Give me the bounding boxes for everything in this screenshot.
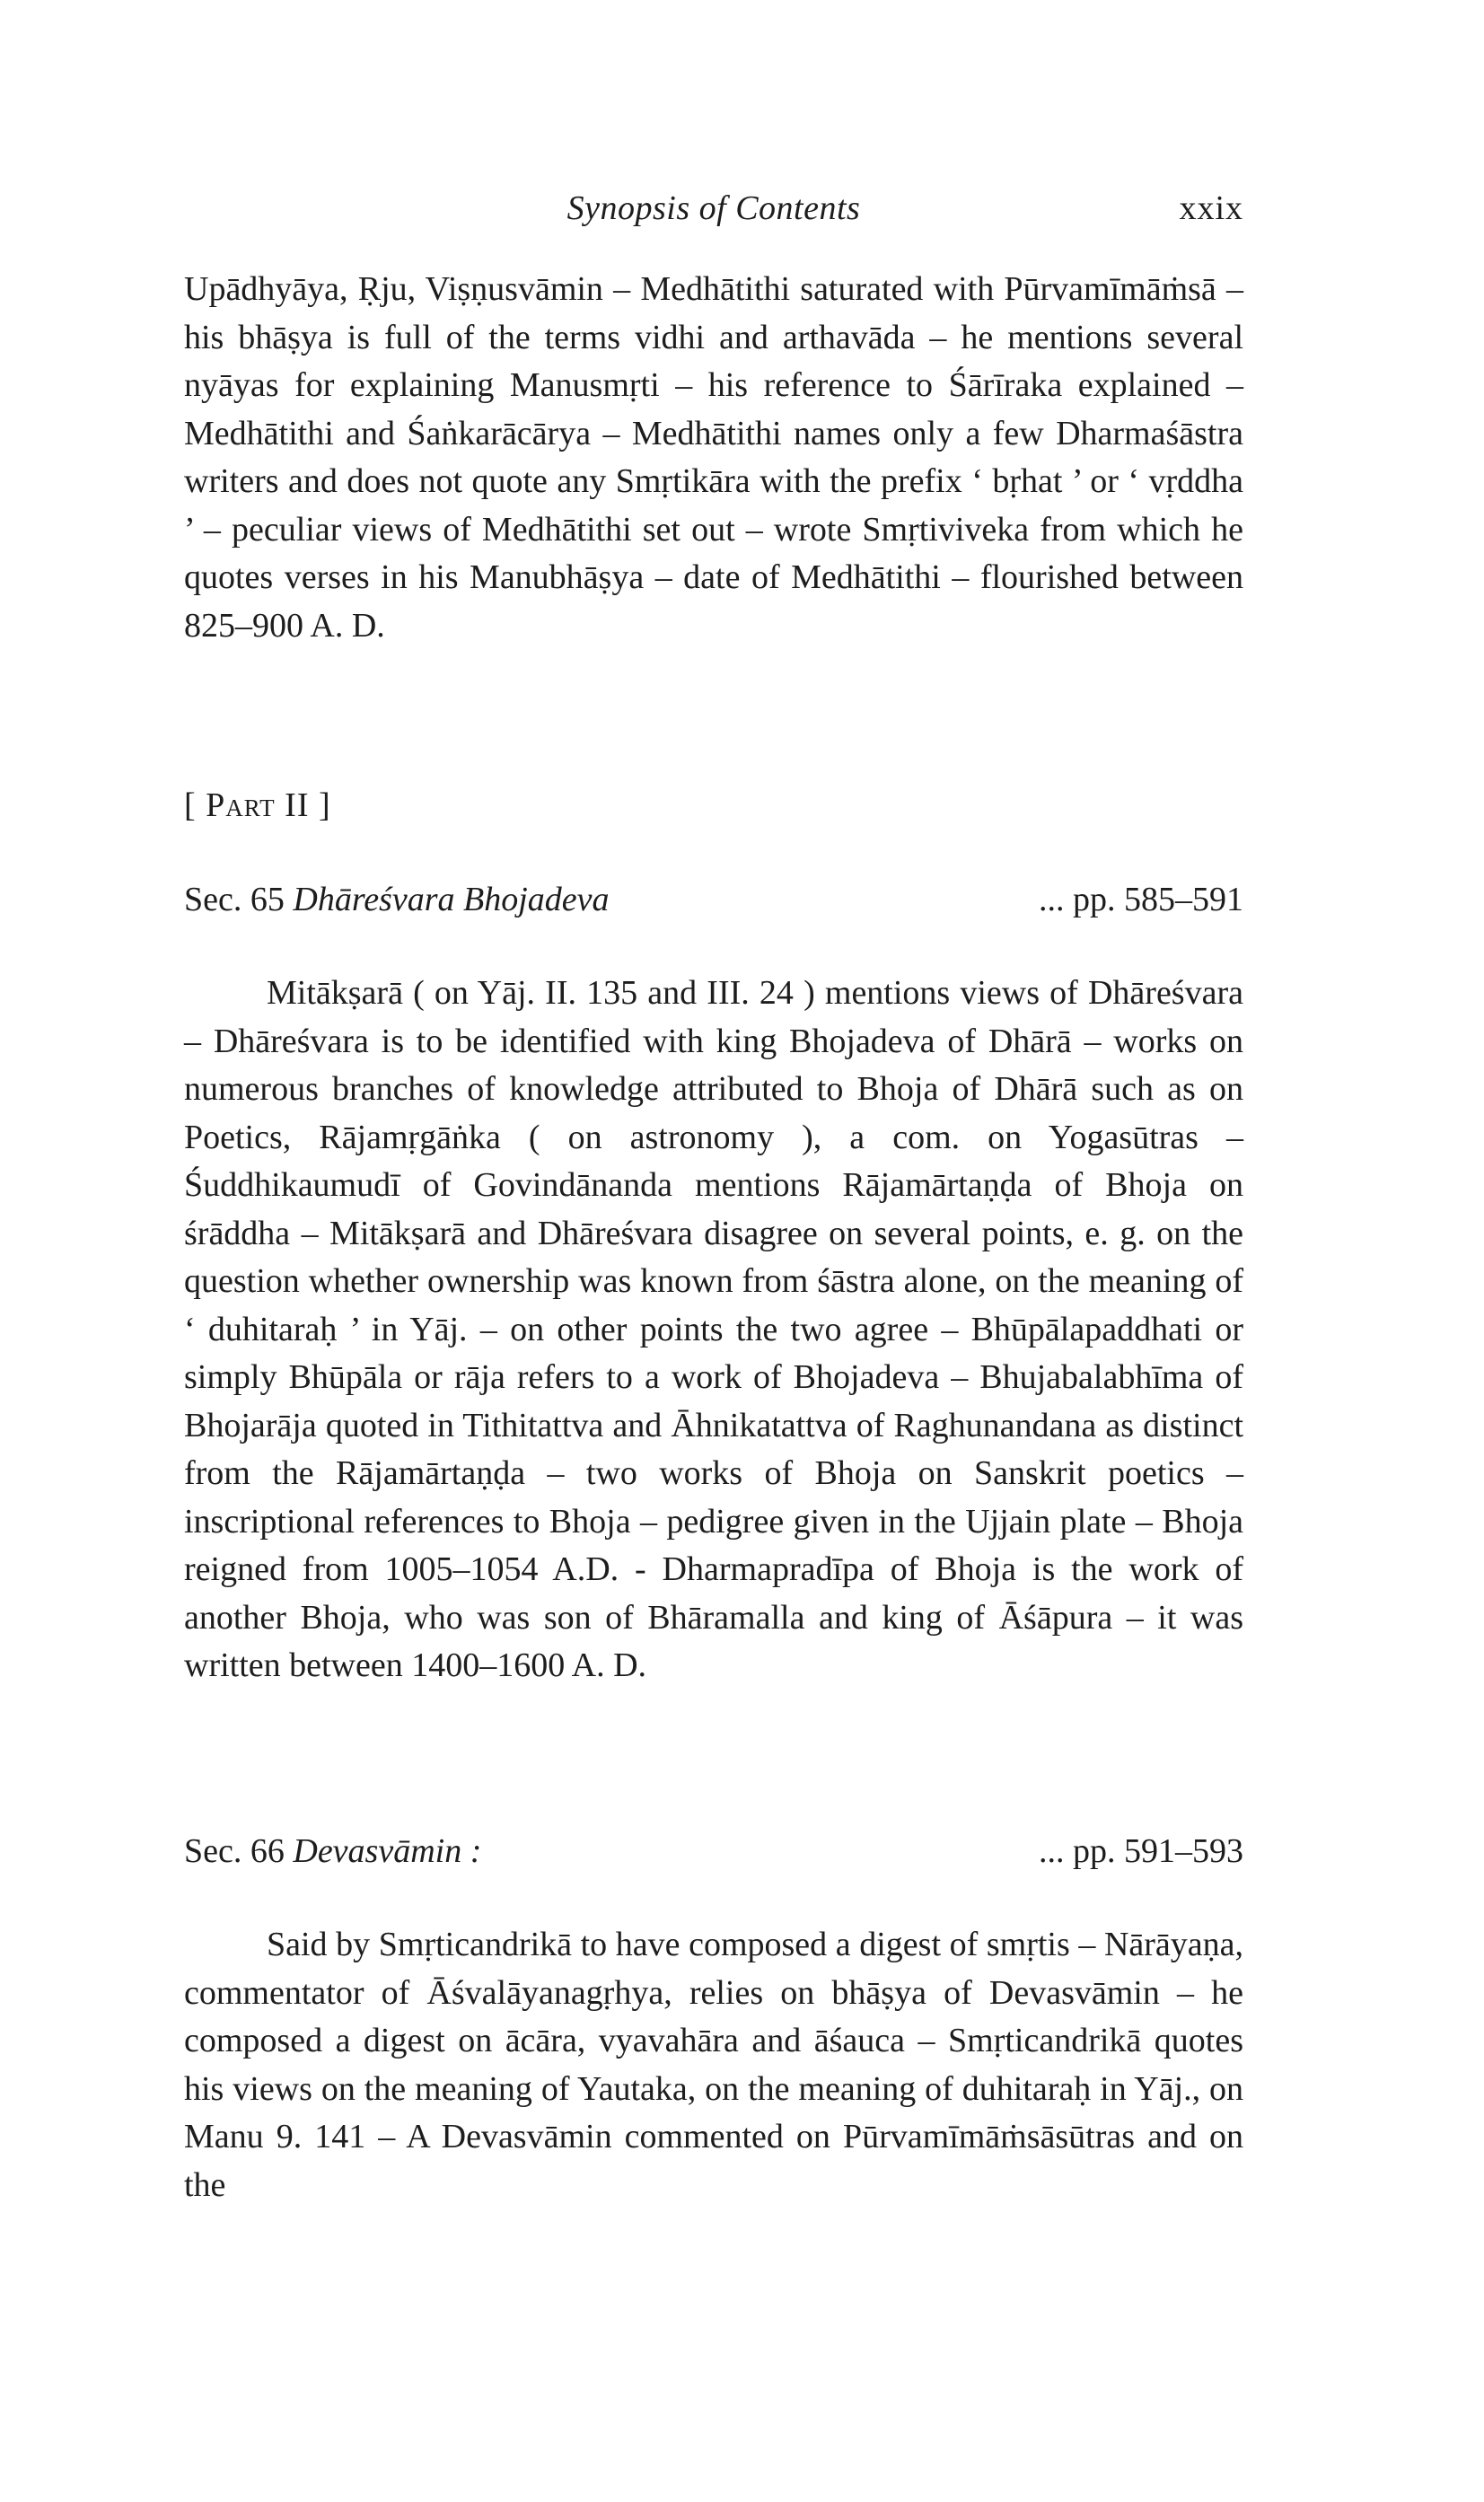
running-header	[184, 189, 1243, 233]
section-65-title: Dhāreśvara Bhojadeva	[293, 881, 610, 918]
section-66-title: Devasvāmin :	[293, 1832, 482, 1870]
section-66-heading	[184, 1831, 1243, 1882]
section-65-heading	[184, 880, 1243, 930]
section-66-number: Sec. 66	[184, 1832, 285, 1870]
section-65-label	[184, 880, 610, 919]
section-65-number: Sec. 65	[184, 881, 285, 918]
running-header-title: Synopsis of Contents	[566, 189, 861, 227]
medhatithi-summary-paragraph: Upādhyāya, Ṛju, Viṣṇusvāmin – Medhātithi saturated with Pūrvamīmāṁsā – his bhāṣya is full of the terms vidhi and arthavāda – he mentions several nyāyas for explaining Manusmṛti – his reference to Śārīraka explained – Medhātithi and Śaṅkarācārya – Medhātithi names only a few Dharmaśāstra writers and does not quote any Smṛtikāra with the prefix ‘ bṛhat ’ or ‘ vṛddha ’ – peculiar views of Medhātithi set out – wrote Smṛtiviveka from which he quotes verses in his Manubhāṣya – date of Medhātithi – flourished between 825–900 A. D.	[184, 270, 1243, 645]
part-heading-close-bracket: ]	[309, 786, 331, 824]
page-number: xxix	[1179, 189, 1243, 227]
section-65-page-range: ... pp. 585–591	[1039, 881, 1243, 918]
section-66-summary: Said by Smṛticandrikā to have composed a digest of smṛtis – Nārāyaṇa, commentator of Āśvalāyanagṛhya, relies on bhāṣya of Devasvāmin – he composed a digest on ācāra, vyavahāra and āśauca – Smṛticandrikā quotes his views on the meaning of Yautaka, on the meaning of duhitaraḥ in Yāj., on Manu 9. 141 – A Devasvāmin commented on Pūrvamīmāṁsāsūtras and on the	[184, 1926, 1243, 2204]
part-heading-open-bracket: [	[184, 786, 206, 824]
section-66-label	[184, 1831, 481, 1871]
section-66-page-range: ... pp. 591–593	[1039, 1832, 1243, 1870]
part-heading-label: Part II	[206, 786, 310, 824]
section-65-summary: Mitākṣarā ( on Yāj. II. 135 and III. 24 ) mentions views of Dhāreśvara – Dhāreśvara is to be identified with king Bhojadeva of Dhārā – works on numerous branches of knowledge attributed to Bhoja of Dhārā such as on Poetics, Rājamṛgāṅka ( on astronomy ), a com. on Yogasūtras – Śuddhikaumudī of Govindānanda mentions Rājamārtaṇḍa of Bhoja on śrāddha – Mitākṣarā and Dhāreśvara disagree on several points, e. g. on the question whether ownership was known from śāstra alone, on the meaning of ‘ duhitaraḥ ’ in Yāj. – on other points the two agree – Bhūpālapaddhati or simply Bhūpāla or rāja refers to a work of Bhojadeva – Bhujabalabhīma of Bhojarāja quoted in Tithitattva and Āhnikatattva of Raghunandana as distinct from the Rājamārtaṇḍa – two works of Bhoja on Sanskrit poetics – inscriptional references to Bhoja – pedigree given in the Ujjain plate – Bhoja reigned from 1005–1054 A.D. - Dharmapradīpa of Bhoja is the work of another Bhoja, who was son of Bhāramalla and king of Āśāpura – it was written between 1400–1600 A. D.	[184, 974, 1243, 1684]
part-heading	[184, 786, 331, 825]
